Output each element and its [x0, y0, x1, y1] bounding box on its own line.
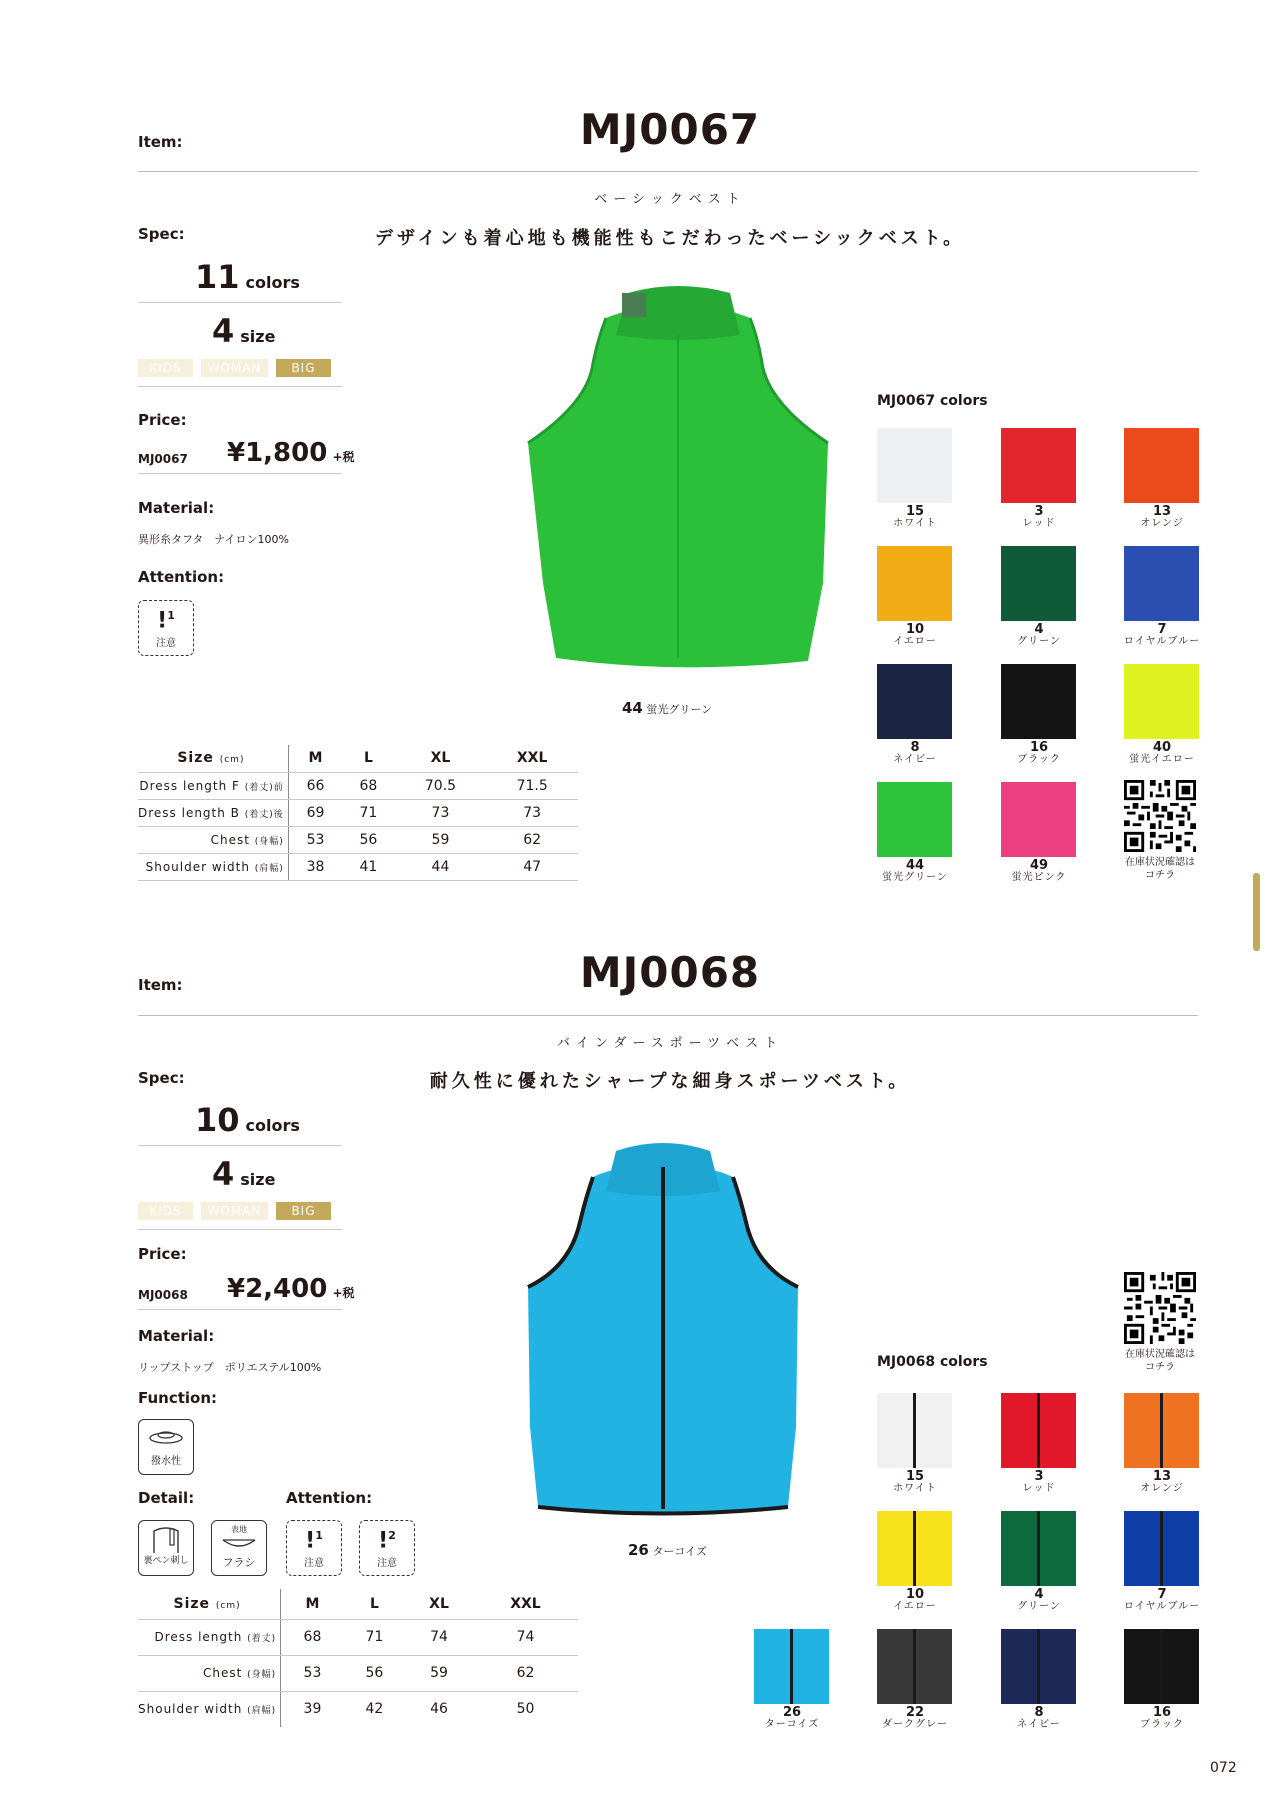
swatch-number: 40 — [1152, 740, 1172, 755]
image-caption: 26 ターコイズ — [628, 1541, 707, 1559]
model-title: MJ0068 — [579, 948, 761, 997]
table-cell: 73 — [486, 799, 578, 826]
swatch-number: 13 — [1152, 504, 1172, 519]
size-tags — [138, 1202, 331, 1220]
swatch-name: グリーン — [1017, 1601, 1061, 1612]
swatch-number: 8 — [910, 740, 920, 755]
item-label: Item: — [138, 976, 183, 994]
swatch-color — [1001, 1393, 1076, 1468]
swatch-name: 蛍光イエロー — [1129, 754, 1195, 765]
swatch-number: 13 — [1152, 1469, 1172, 1484]
swatch-color — [1124, 1393, 1199, 1468]
swatch-color — [1124, 428, 1199, 503]
color-swatch — [994, 782, 1084, 884]
table-cell: 38 — [288, 853, 342, 880]
catch-copy: 耐久性に優れたシャープな細身スポーツベスト。 — [429, 1071, 911, 1092]
tag-woman: WOMAN — [201, 1202, 268, 1220]
attention-icon: !$^1$ 注意 — [138, 600, 194, 656]
swatch-color — [1001, 1511, 1076, 1586]
table-cell: 74 — [405, 1619, 473, 1655]
table-row — [138, 799, 578, 826]
swatch-color — [877, 1511, 952, 1586]
tag-kids: KIDS — [138, 359, 193, 377]
swatch-name: レッド — [1022, 1483, 1056, 1494]
spec-divider — [138, 302, 342, 303]
table-row — [138, 1655, 578, 1691]
qr-code[interactable] — [1124, 1272, 1196, 1348]
table-row — [138, 1619, 578, 1655]
colors-count: 10 colors — [195, 1101, 300, 1139]
size-table — [138, 1589, 578, 1727]
swatch-name: ブラック — [1017, 754, 1061, 765]
color-swatch — [1117, 546, 1207, 648]
color-swatch — [1117, 1629, 1207, 1731]
swatch-name: ロイヤルブルー — [1123, 1601, 1201, 1612]
price-label: Price: — [138, 1245, 187, 1263]
qr-caption: 在庫状況確認は コチラ — [1125, 857, 1195, 881]
divider — [138, 1015, 1198, 1016]
material-text: 異形糸タフタ ナイロン100% — [138, 533, 289, 546]
table-cell: 53 — [288, 826, 342, 853]
material-label: Material: — [138, 499, 215, 517]
table-cell: 46 — [430, 1701, 448, 1718]
swatch-color — [877, 1393, 952, 1468]
table-row — [138, 853, 578, 880]
color-swatch — [870, 1393, 960, 1495]
col-xl: XL — [395, 745, 487, 772]
color-swatch — [994, 664, 1084, 766]
swatch-name: ロイヤルブルー — [1123, 636, 1201, 647]
divider — [138, 171, 1198, 172]
color-swatch — [870, 428, 960, 530]
colors-title: MJ0068 colors — [877, 1354, 988, 1370]
col-l: L — [344, 1589, 405, 1619]
tag-woman: WOMAN — [201, 359, 268, 377]
price: ¥2,400 +税 — [227, 1274, 355, 1304]
swatch-name: ホワイト — [893, 518, 937, 529]
table-cell: 39 — [303, 1701, 322, 1718]
table-cell: 42 — [365, 1701, 384, 1718]
qr-code-icon — [1124, 1272, 1196, 1344]
swatch-color — [877, 1629, 952, 1704]
spec-divider — [138, 1145, 342, 1146]
price-label: Price: — [138, 411, 187, 429]
attention-label: Attention: — [138, 568, 225, 586]
col-m: M — [281, 1589, 344, 1619]
swatch-color — [1124, 1629, 1199, 1704]
product-image — [518, 283, 838, 677]
table-cell: 69 — [288, 799, 342, 826]
color-swatch — [1117, 1511, 1207, 1613]
swatch-number: 3 — [1034, 504, 1044, 519]
size-count: 4 size — [212, 1155, 276, 1193]
swatch-color — [1001, 782, 1076, 857]
swatch-number: 3 — [1034, 1469, 1044, 1484]
image-caption: 44 蛍光グリーン — [622, 699, 713, 717]
swatch-color — [1124, 1511, 1199, 1586]
table-cell: 68 — [342, 772, 394, 799]
color-swatch — [1117, 664, 1207, 766]
swatch-number: 22 — [905, 1705, 925, 1720]
row-label: Shoulder width (肩幅) — [138, 853, 288, 880]
size-header: Size (cm) — [138, 745, 288, 772]
swatch-number: 15 — [905, 1469, 925, 1484]
swatch-number: 8 — [1034, 1705, 1044, 1720]
table-cell: 59 — [395, 826, 487, 853]
color-swatch — [870, 1511, 960, 1613]
swatch-number: 10 — [905, 1587, 925, 1602]
color-swatch — [994, 546, 1084, 648]
product-subname: ベーシックベスト — [594, 192, 746, 207]
spec-divider — [138, 473, 342, 474]
price-code: MJ0068 — [138, 1288, 188, 1302]
tag-big: BIG — [276, 1202, 331, 1220]
swatch-color — [877, 782, 952, 857]
attention-label: Attention: — [286, 1489, 373, 1507]
row-label: Dress length B (着丈)後 — [138, 799, 288, 826]
swatch-color — [877, 664, 952, 739]
flap-icon: 表地 フラシ — [211, 1520, 267, 1576]
swatch-name: ネイビー — [1017, 1719, 1061, 1730]
model-title: MJ0067 — [579, 105, 761, 154]
swatch-number: 4 — [1034, 1587, 1044, 1602]
table-cell: 56 — [344, 1655, 405, 1691]
color-swatch — [1117, 428, 1207, 530]
product-image — [518, 1137, 808, 1521]
spec-label: Spec: — [138, 225, 185, 243]
spec-label: Spec: — [138, 1069, 185, 1087]
swatch-number: 49 — [1029, 858, 1049, 873]
row-label: Chest (身幅) — [138, 1655, 281, 1691]
page-tab-marker — [1253, 873, 1260, 951]
swatch-name: レッド — [1022, 518, 1056, 529]
swatch-color — [1001, 428, 1076, 503]
swatch-name: ターコイズ — [764, 1719, 820, 1730]
swatch-name: ホワイト — [893, 1483, 937, 1494]
water-repellent-icon: 撥水性 — [138, 1419, 194, 1475]
swatch-color — [1001, 1629, 1076, 1704]
swatch-number: 16 — [1029, 740, 1049, 755]
swatch-color — [1001, 546, 1076, 621]
color-swatch — [994, 428, 1084, 530]
swatch-name: ダークグレー — [882, 1719, 948, 1730]
color-swatch — [870, 664, 960, 766]
color-swatch — [994, 1393, 1084, 1495]
table-cell: 71 — [342, 799, 394, 826]
table-cell: 66 — [288, 772, 342, 799]
swatch-color — [1124, 546, 1199, 621]
table-row — [138, 826, 578, 853]
table-cell: 41 — [342, 853, 394, 880]
pen-pocket-icon: 裏ペン刺し — [138, 1520, 194, 1576]
swatch-color — [1124, 664, 1199, 739]
swatch-name: グリーン — [1017, 636, 1061, 647]
price: ¥1,800 +税 — [227, 438, 355, 468]
swatch-name: オレンジ — [1140, 1483, 1184, 1494]
qr-caption: 在庫状況確認は コチラ — [1125, 1349, 1195, 1373]
detail-label: Detail: — [138, 1489, 195, 1507]
size-count: 4 size — [212, 312, 276, 350]
swatch-number: 10 — [905, 622, 925, 637]
spec-divider — [138, 386, 342, 387]
spec-divider — [138, 1229, 342, 1230]
row-label: Dress length (着丈) — [138, 1619, 281, 1655]
table-cell: 70.5 — [395, 772, 487, 799]
size-table — [138, 745, 578, 881]
colors-count: 11 colors — [195, 258, 300, 296]
table-cell: 56 — [342, 826, 394, 853]
table-cell: 71.5 — [486, 772, 578, 799]
table-row — [138, 1691, 578, 1727]
color-swatch — [994, 1511, 1084, 1613]
swatch-color — [877, 428, 952, 503]
row-label: Shoulder width (肩幅) — [138, 1691, 281, 1727]
tag-kids: KIDS — [138, 1202, 193, 1220]
col-l: L — [342, 745, 394, 772]
swatch-color — [877, 546, 952, 621]
table-cell: 73 — [395, 799, 487, 826]
function-label: Function: — [138, 1389, 218, 1407]
swatch-number: 4 — [1034, 622, 1044, 637]
table-cell: 50 — [516, 1701, 535, 1718]
table-cell: 44 — [395, 853, 487, 880]
page-number: 072 — [1210, 1760, 1237, 1776]
product-subname: バインダースポーツベスト — [556, 1036, 784, 1051]
swatch-number: 7 — [1157, 1587, 1167, 1602]
material-label: Material: — [138, 1327, 215, 1345]
col-xxl: XXL — [486, 745, 578, 772]
color-swatch — [870, 782, 960, 884]
swatch-number: 44 — [905, 858, 925, 873]
col-xl: XL — [405, 1589, 473, 1619]
color-swatch — [870, 546, 960, 648]
row-label: Chest (身幅) — [138, 826, 288, 853]
size-header: Size (cm) — [138, 1589, 281, 1619]
swatch-name: イエロー — [893, 1601, 937, 1612]
col-xxl: XXL — [473, 1589, 578, 1619]
swatch-number: 15 — [905, 504, 925, 519]
color-swatch — [870, 1629, 960, 1731]
swatch-number: 7 — [1157, 622, 1167, 637]
swatch-number: 26 — [782, 1705, 802, 1720]
material-text: リップストップ ポリエステル100% — [138, 1361, 322, 1374]
table-header-row — [138, 745, 578, 772]
swatch-name: 蛍光ピンク — [1011, 872, 1067, 883]
table-cell: 59 — [405, 1655, 473, 1691]
qr-code[interactable] — [1124, 780, 1196, 856]
row-label: Dress length F (着丈)前 — [138, 772, 288, 799]
qr-code-icon — [1124, 780, 1196, 852]
table-cell: 62 — [473, 1655, 578, 1691]
swatch-name: 蛍光グリーン — [882, 872, 948, 883]
table-cell: 68 — [281, 1619, 344, 1655]
attention-icon: !$^2$ 注意 — [359, 1520, 415, 1576]
swatch-name: ブラック — [1140, 1719, 1184, 1730]
table-header-row — [138, 1589, 578, 1619]
swatch-name: イエロー — [893, 636, 937, 647]
swatch-name: オレンジ — [1140, 518, 1184, 529]
colors-title: MJ0067 colors — [877, 393, 988, 409]
catch-copy: デザインも着心地も機能性もこだわったベーシックベスト。 — [374, 228, 966, 249]
item-label: Item: — [138, 133, 183, 151]
table-cell: 71 — [344, 1619, 405, 1655]
color-swatch — [994, 1629, 1084, 1731]
table-row — [138, 772, 578, 799]
table-cell: 53 — [281, 1655, 344, 1691]
swatch-color — [1001, 664, 1076, 739]
price-code: MJ0067 — [138, 452, 188, 466]
swatch-color — [754, 1629, 829, 1704]
color-swatch — [747, 1629, 837, 1731]
attention-icon: !$^1$ 注意 — [286, 1520, 342, 1576]
table-cell: 62 — [486, 826, 578, 853]
spec-divider — [138, 1309, 342, 1310]
size-tags — [138, 359, 331, 377]
tag-big: BIG — [276, 359, 331, 377]
swatch-number: 16 — [1152, 1705, 1172, 1720]
table-cell: 74 — [473, 1619, 578, 1655]
col-m: M — [288, 745, 342, 772]
swatch-name: ネイビー — [893, 754, 937, 765]
table-cell: 47 — [486, 853, 578, 880]
color-swatch — [1117, 1393, 1207, 1495]
